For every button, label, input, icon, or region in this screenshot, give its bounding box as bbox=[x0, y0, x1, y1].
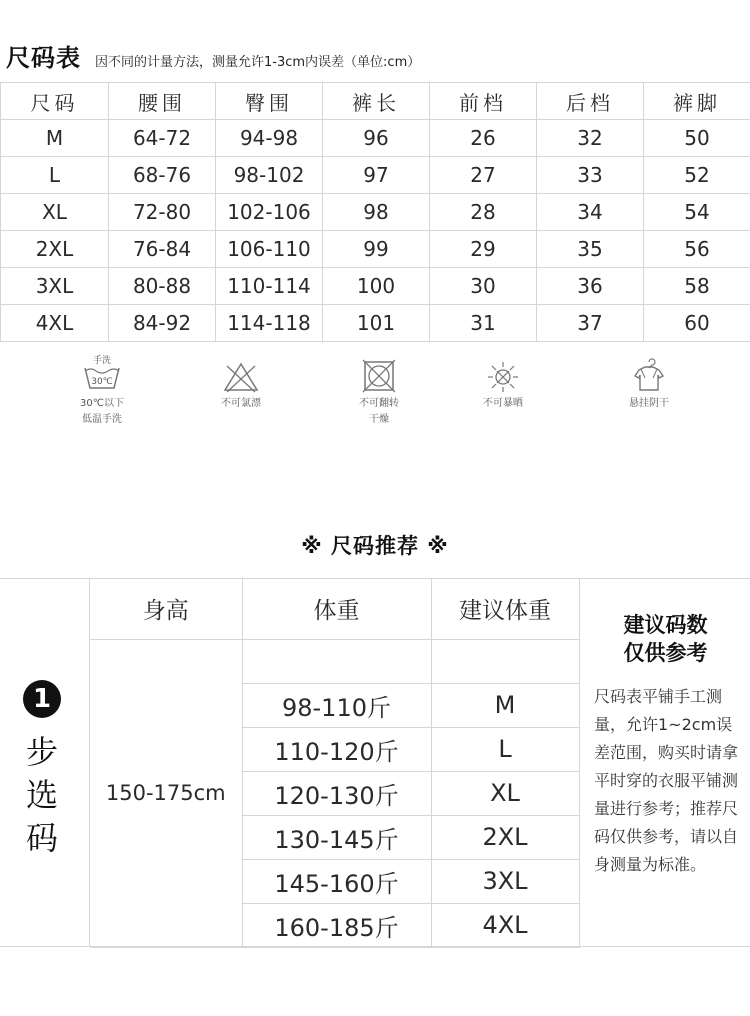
table-cell: 114-118 bbox=[216, 305, 323, 342]
no-bleach-icon bbox=[221, 352, 261, 394]
step-char: 步 bbox=[25, 733, 58, 771]
table-cell: L bbox=[1, 157, 109, 194]
size-chart-header bbox=[6, 38, 420, 73]
page-title: 尺码表 bbox=[6, 44, 81, 72]
weight-cell: 98-110斤 bbox=[242, 683, 431, 727]
table-cell: 64-72 bbox=[109, 120, 216, 157]
table-cell: 102-106 bbox=[216, 194, 323, 231]
table-cell: 110-114 bbox=[216, 268, 323, 305]
recommend-title: ※ 尺码推荐 ※ bbox=[301, 534, 449, 558]
table-cell: 36 bbox=[537, 268, 644, 305]
care-label: 干燥 bbox=[369, 414, 389, 425]
weight-cell: 160-185斤 bbox=[242, 903, 431, 947]
no-tumble-dry-icon bbox=[359, 352, 399, 394]
care-label: 不可暴晒 bbox=[483, 398, 523, 409]
table-row bbox=[90, 639, 579, 683]
weight-cell: 120-130斤 bbox=[242, 771, 431, 815]
size-cell: 4XL bbox=[431, 903, 579, 947]
table-cell: 2XL bbox=[1, 231, 109, 268]
table-row bbox=[1, 120, 750, 157]
table-cell: 50 bbox=[644, 120, 750, 157]
table-cell: 29 bbox=[430, 231, 537, 268]
column-header: 体重 bbox=[242, 579, 431, 639]
advice-panel bbox=[579, 579, 750, 946]
care-item-no-sun bbox=[448, 352, 558, 410]
table-cell: 27 bbox=[430, 157, 537, 194]
table-cell bbox=[431, 639, 579, 683]
table-cell: 101 bbox=[323, 305, 430, 342]
column-header: 臀围 bbox=[216, 83, 323, 120]
step-label bbox=[20, 731, 64, 860]
care-label: 不可氯漂 bbox=[221, 398, 261, 409]
size-table-header-row bbox=[1, 83, 750, 120]
table-cell: 33 bbox=[537, 157, 644, 194]
table-cell: 37 bbox=[537, 305, 644, 342]
table-cell: 100 bbox=[323, 268, 430, 305]
size-table bbox=[0, 82, 750, 342]
table-cell: 54 bbox=[644, 194, 750, 231]
step-column bbox=[0, 579, 90, 946]
recommend-table bbox=[90, 579, 580, 948]
table-cell: 3XL bbox=[1, 268, 109, 305]
step-number-badge: 1 bbox=[23, 680, 61, 718]
table-cell: 80-88 bbox=[109, 268, 216, 305]
column-header: 腰围 bbox=[109, 83, 216, 120]
step-char: 选 bbox=[25, 776, 58, 814]
table-cell: 56 bbox=[644, 231, 750, 268]
care-label: 悬挂阴干 bbox=[629, 398, 669, 409]
table-cell: 99 bbox=[323, 231, 430, 268]
size-cell: XL bbox=[431, 771, 579, 815]
table-row bbox=[1, 194, 750, 231]
size-cell: 3XL bbox=[431, 859, 579, 903]
weight-cell: 130-145斤 bbox=[242, 815, 431, 859]
table-cell: 106-110 bbox=[216, 231, 323, 268]
table-cell: M bbox=[1, 120, 109, 157]
table-cell: XL bbox=[1, 194, 109, 231]
table-cell: 84-92 bbox=[109, 305, 216, 342]
table-cell: 31 bbox=[430, 305, 537, 342]
table-row bbox=[1, 157, 750, 194]
no-sun-exposure-icon bbox=[483, 352, 523, 394]
care-item-no-bleach bbox=[186, 352, 296, 410]
table-cell: 28 bbox=[430, 194, 537, 231]
size-cell: 2XL bbox=[431, 815, 579, 859]
advice-title bbox=[580, 611, 750, 667]
table-row bbox=[1, 305, 750, 342]
column-header: 前档 bbox=[430, 83, 537, 120]
advice-title-line: 建议码数 bbox=[623, 613, 708, 637]
hand-wash-top-label: 手洗 bbox=[92, 356, 112, 366]
care-item-no-tumble-dry bbox=[324, 352, 434, 426]
hang-dry-shade-icon bbox=[629, 352, 669, 394]
weight-cell: 145-160斤 bbox=[242, 859, 431, 903]
table-cell: 30 bbox=[430, 268, 537, 305]
advice-title-line: 仅供参考 bbox=[623, 641, 708, 665]
care-label: 30℃以下 bbox=[80, 398, 124, 409]
care-label: 低温手洗 bbox=[82, 414, 122, 425]
advice-text: 尺码表平铺手工测量，允许1~2cm误差范围，购买时请拿平时穿的衣服平铺测量进行参考；推荐尺码仅供参考，请以自身测量为标准。 bbox=[594, 687, 739, 874]
table-cell: 94-98 bbox=[216, 120, 323, 157]
column-header: 裤长 bbox=[323, 83, 430, 120]
column-header: 建议体重 bbox=[431, 579, 579, 639]
table-cell: 72-80 bbox=[109, 194, 216, 231]
table-cell bbox=[242, 639, 431, 683]
weight-cell: 110-120斤 bbox=[242, 727, 431, 771]
table-cell: 4XL bbox=[1, 305, 109, 342]
table-cell: 97 bbox=[323, 157, 430, 194]
table-cell: 52 bbox=[644, 157, 750, 194]
table-cell: 32 bbox=[537, 120, 644, 157]
recommend-header-row bbox=[90, 579, 579, 639]
hand-wash-icon bbox=[82, 352, 122, 394]
table-cell: 35 bbox=[537, 231, 644, 268]
size-recommend-section bbox=[0, 578, 750, 947]
hand-wash-temperature: 30℃ bbox=[91, 377, 113, 387]
table-cell: 26 bbox=[430, 120, 537, 157]
size-cell: M bbox=[431, 683, 579, 727]
table-cell: 68-76 bbox=[109, 157, 216, 194]
height-value: 150-175cm bbox=[90, 639, 242, 947]
care-instructions bbox=[0, 352, 750, 442]
table-cell: 34 bbox=[537, 194, 644, 231]
step-char: 码 bbox=[25, 819, 58, 857]
measurement-note: 因不同的计量方法，测量允许1-3cm内误差（单位:cm） bbox=[95, 55, 421, 70]
table-cell: 98 bbox=[323, 194, 430, 231]
table-cell: 96 bbox=[323, 120, 430, 157]
column-header: 裤脚 bbox=[644, 83, 750, 120]
care-item-hand-wash bbox=[47, 352, 157, 426]
size-cell: L bbox=[431, 727, 579, 771]
column-header: 身高 bbox=[90, 579, 242, 639]
column-header: 后档 bbox=[537, 83, 644, 120]
care-label: 不可翻转 bbox=[359, 398, 399, 409]
table-cell: 58 bbox=[644, 268, 750, 305]
table-row bbox=[1, 268, 750, 305]
table-cell: 98-102 bbox=[216, 157, 323, 194]
table-cell: 76-84 bbox=[109, 231, 216, 268]
care-item-hang-dry bbox=[594, 352, 704, 410]
table-cell: 60 bbox=[644, 305, 750, 342]
column-header: 尺码 bbox=[1, 83, 109, 120]
table-row bbox=[1, 231, 750, 268]
